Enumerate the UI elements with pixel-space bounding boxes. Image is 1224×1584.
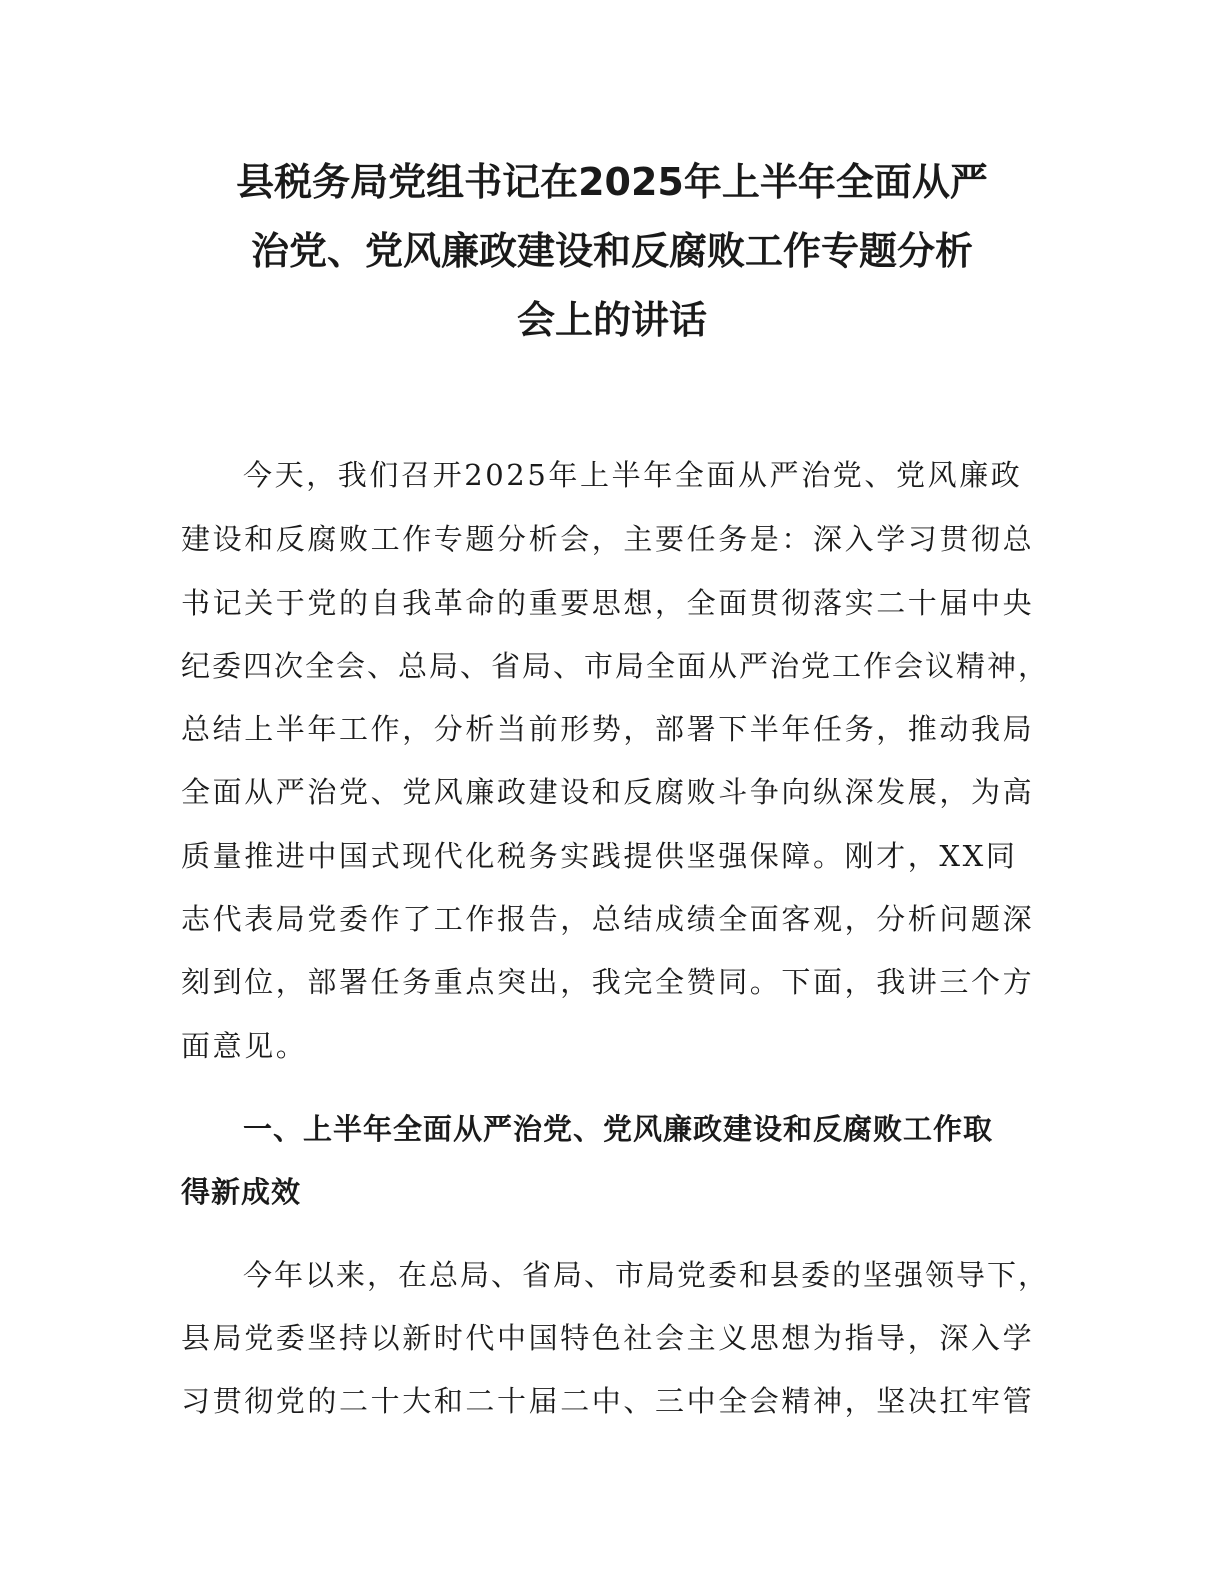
text-line: 建设和反腐败工作专题分析会，主要任务是：深入学习贯彻总: [181, 522, 1035, 556]
heading-line: 一、上半年全面从严治党、党风廉政建设和反腐败工作取: [243, 1112, 994, 1146]
text-line: 县局党委坚持以新时代中国特色社会主义思想为指导，深入学: [181, 1321, 1035, 1355]
title-line: 会上的讲话: [516, 298, 707, 342]
text-line: 刻到位，部署任务重点突出，我完全赞同。下面，我讲三个方: [181, 965, 1035, 999]
text-line: 总结上半年工作，分析当前形势，部署下半年任务，推动我局: [181, 712, 1035, 746]
text-line: 习贯彻党的二十大和二十届二中、三中全会精神，坚决扛牢管: [181, 1384, 1035, 1418]
text-line: 面意见。: [181, 1029, 308, 1063]
text-line: 全面从严治党、党风廉政建设和反腐败斗争向纵深发展，为高: [181, 775, 1035, 809]
text-line: 今天，我们召开2025年上半年全面从严治党、党风廉政: [243, 458, 1023, 492]
heading-line: 得新成效: [181, 1175, 302, 1209]
text-line: 书记关于党的自我革命的重要思想，全面贯彻落实二十届中央: [181, 586, 1035, 620]
title-line: 治党、党风廉政建设和反腐败工作专题分析: [250, 229, 973, 273]
document-title: [160, 148, 1064, 355]
title-line: 县税务局党组书记在2025年上半年全面从严: [236, 160, 988, 204]
text-line: 志代表局党委作了工作报告，总结成绩全面客观，分析问题深: [181, 902, 1035, 936]
text-line: 质量推进中国式现代化税务实践提供坚强保障。刚才，XX同: [181, 839, 1018, 873]
text-line: 纪委四次全会、总局、省局、市局全面从严治党工作会议精神，: [181, 649, 1050, 683]
text-line: 今年以来，在总局、省局、市局党委和县委的坚强领导下，: [243, 1258, 1050, 1292]
